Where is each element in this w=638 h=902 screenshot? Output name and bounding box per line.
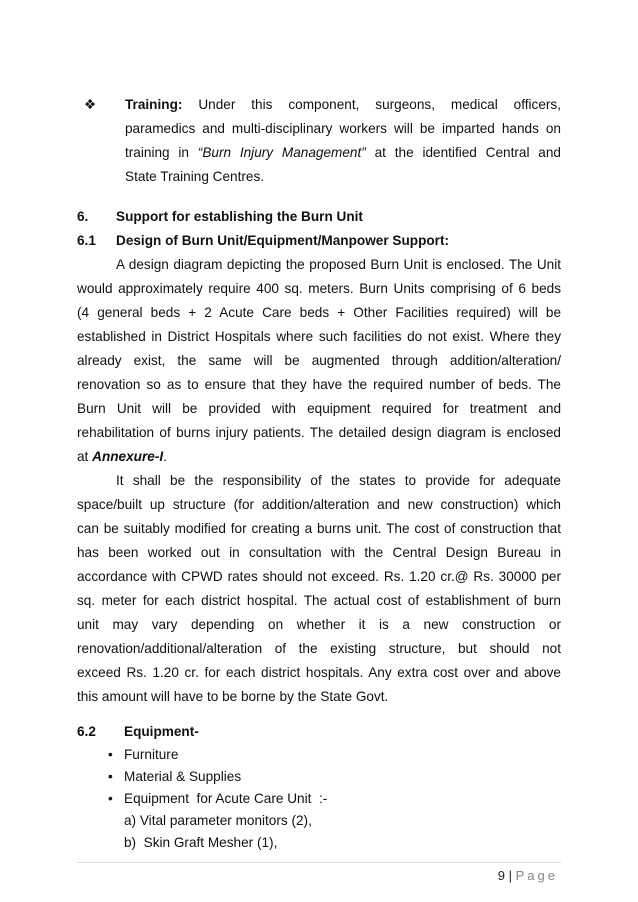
- acute-item: b) Skin Graft Mesher (1),: [124, 835, 278, 850]
- training-line-2: paramedics and multi-disciplinary workers will be imparted hands on: [125, 121, 561, 136]
- page-footer: 9 | Page: [497, 868, 558, 883]
- page-label: Page: [515, 868, 558, 883]
- para1-line: (4 general beds + 2 Acute Care beds + Other Facilities required) will be: [77, 305, 561, 320]
- bullet-icon: •: [108, 769, 113, 784]
- section-6-1-title: Design of Burn Unit/Equipment/Manpower Support:: [116, 233, 450, 248]
- footer-divider: [77, 862, 561, 863]
- para1-line: renovation so as to ensure that they have the required number of beds. The: [77, 377, 561, 392]
- list-item: Equipment for Acute Care Unit :-: [124, 791, 328, 806]
- list-item: Furniture: [124, 747, 179, 762]
- para2-line: renovation/additional/alteration of the existing structure, but should not: [77, 641, 561, 656]
- para1-line: established in District Hospitals where such facilities do not exist. Where they: [77, 329, 561, 344]
- para2-line: accordance with CPWD rates should not exceed. Rs. 1.20 cr.@ Rs. 30000 per: [77, 569, 561, 584]
- para1-line: already exist, the same will be augmented through addition/alteration/: [77, 353, 561, 368]
- section-6-2-number: 6.2: [77, 724, 96, 739]
- para2-line: has been worked out in consultation with the Central Design Bureau in: [77, 545, 561, 560]
- para2-line: exceed Rs. 1.20 cr. for each district hospitals. Any extra cost over and above: [77, 665, 561, 680]
- diamond-bullet-icon: ❖: [84, 97, 97, 112]
- acute-item: a) Vital parameter monitors (2),: [124, 813, 312, 828]
- section-6-number: 6.: [77, 209, 89, 224]
- section-6-2-title: Equipment-: [124, 724, 199, 739]
- para2-line: It shall be the responsibility of the states to provide for adequate: [116, 473, 561, 488]
- para1-line: rehabilitation of burns injury patients. The detailed design diagram is enclosed: [77, 425, 561, 440]
- para1-last-line: at Annexure-I.: [77, 449, 167, 464]
- bullet-icon: •: [108, 747, 113, 762]
- training-line-4: State Training Centres.: [125, 169, 265, 184]
- para2-line: sq. meter for each district hospital. The actual cost of establishment of burn: [77, 593, 561, 608]
- section-6-title: Support for establishing the Burn Unit: [116, 209, 363, 224]
- list-item: Material & Supplies: [124, 769, 242, 784]
- para2-line: space/built up structure (for addition/alteration and new construction) which: [77, 497, 561, 512]
- para1-line: A design diagram depicting the proposed Burn Unit is enclosed. The Unit: [116, 257, 561, 272]
- training-line-1: Training: Under this component, surgeons, medical officers,: [125, 97, 561, 112]
- annexure-reference: Annexure-I: [92, 449, 164, 464]
- para2-line: can be suitably modified for creating a burns unit. The cost of construction that: [77, 521, 561, 536]
- para2-last-line: this amount will have to be borne by the State Govt.: [77, 689, 389, 704]
- page-number: 9: [497, 868, 505, 883]
- section-6-1-number: 6.1: [77, 233, 96, 248]
- para1-line: would approximately require 400 sq. meters. Burn Units comprising of 6 beds: [77, 281, 561, 296]
- para1-line: Burn Unit will be provided with equipment required for treatment and: [77, 401, 561, 416]
- para2-line: unit may vary depending on whether it is a new construction or: [77, 617, 561, 632]
- training-label: Training:: [125, 97, 183, 112]
- training-line-3: training in “Burn Injury Management” at the identified Central and: [125, 145, 561, 160]
- bullet-icon: •: [108, 791, 113, 806]
